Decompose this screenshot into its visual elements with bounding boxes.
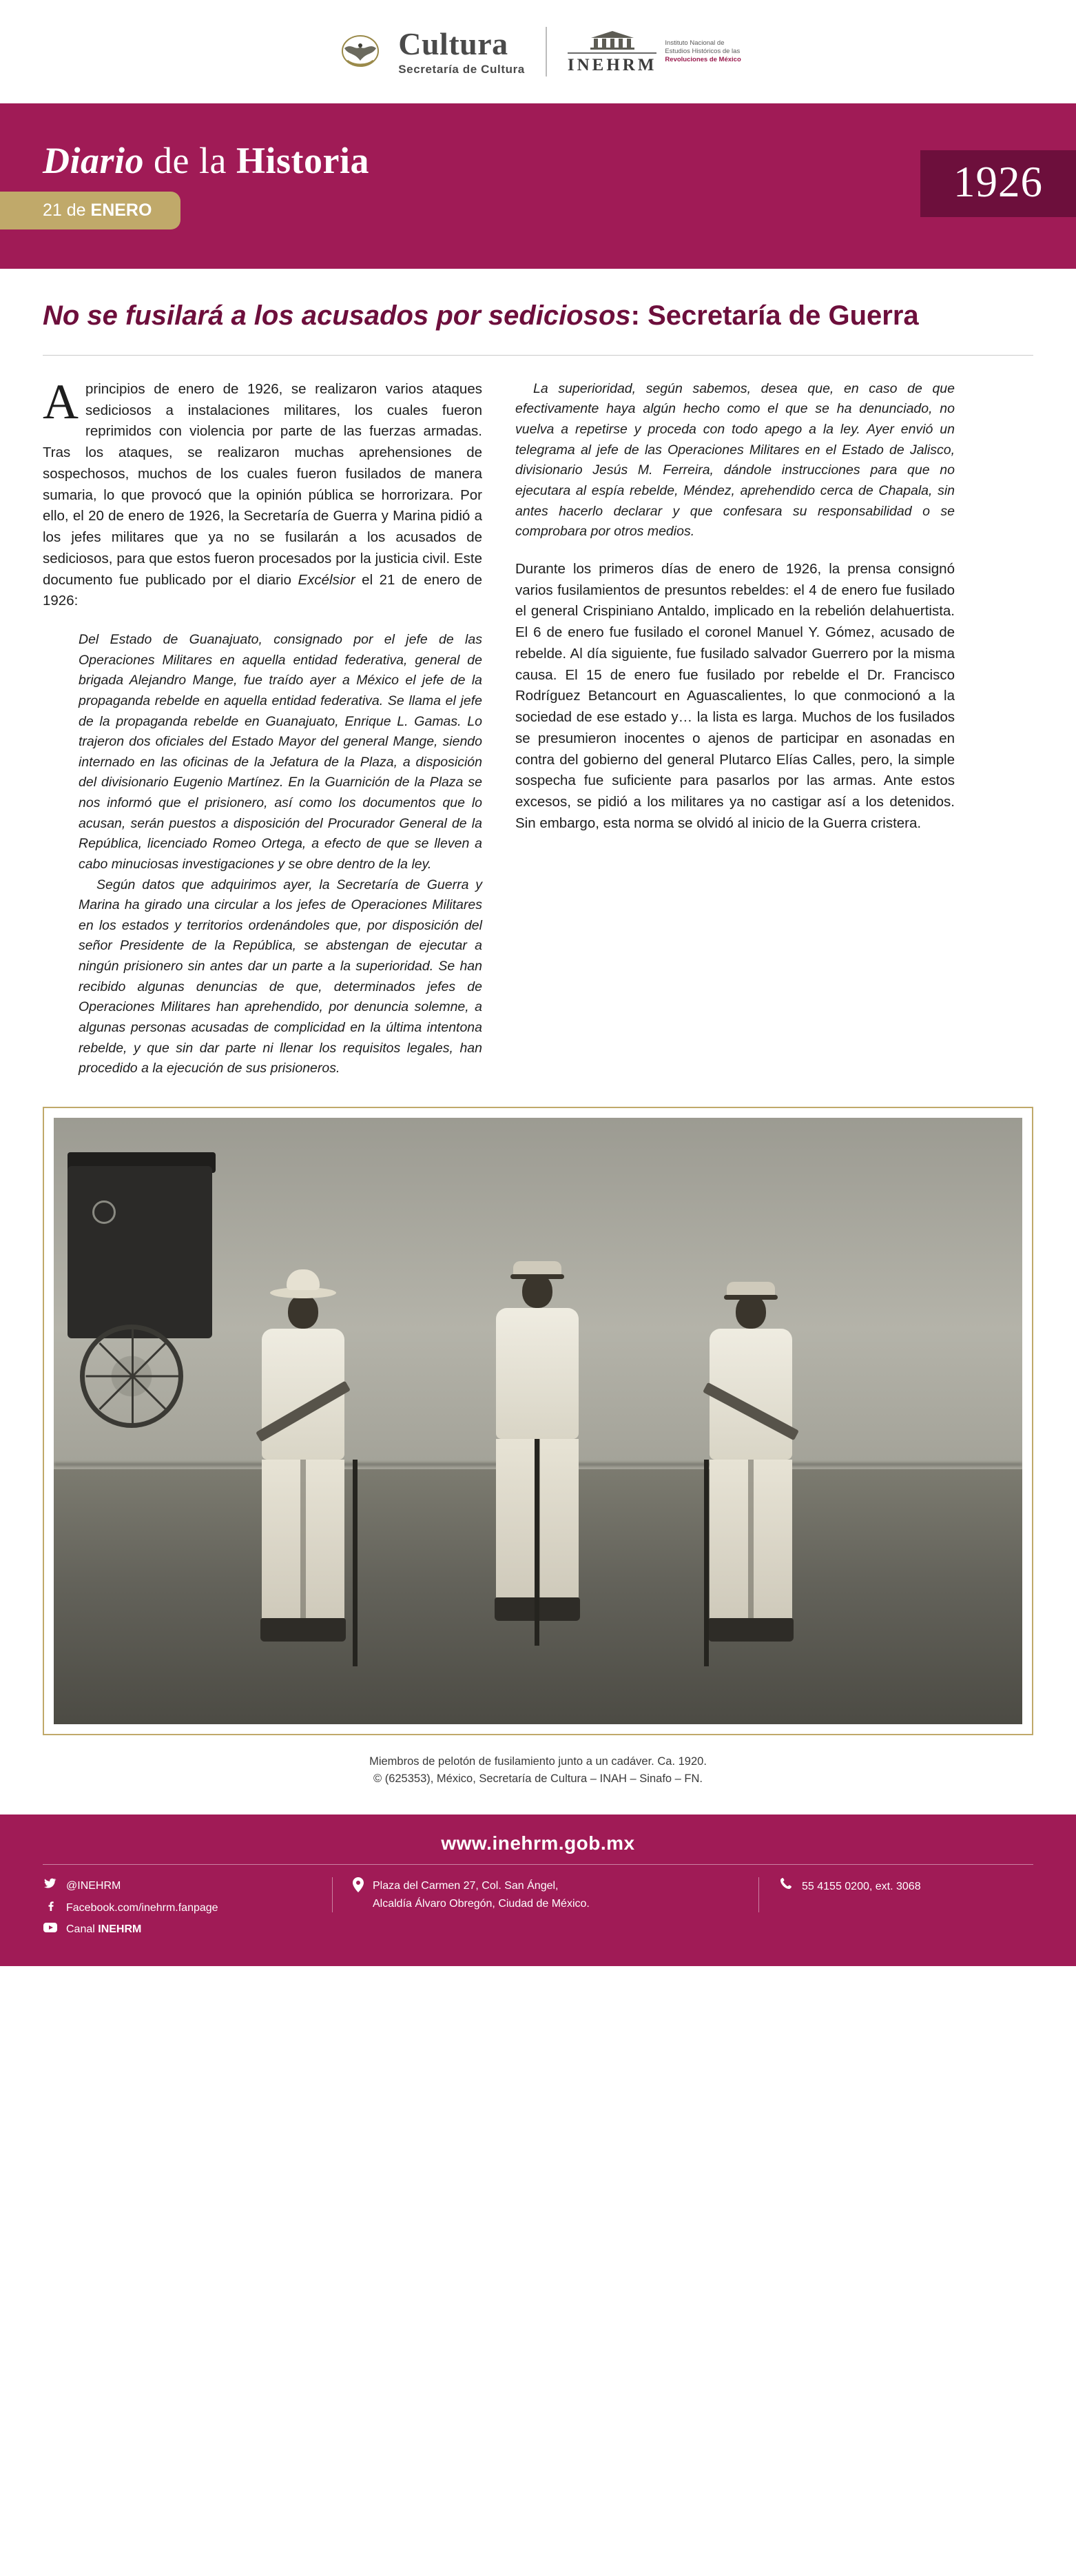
poster-footer	[0, 1815, 1076, 1966]
photo-frame	[43, 1107, 1033, 1735]
soldier-figure-right	[708, 1282, 794, 1642]
title-word-historia: Historia	[236, 140, 369, 181]
rifle-right	[704, 1460, 709, 1666]
youtube-link[interactable]	[43, 1921, 332, 1939]
newspaper-name: Excélsior	[298, 571, 355, 588]
logo-divider	[546, 27, 547, 76]
facebook-link[interactable]	[43, 1899, 332, 1917]
rifle-left	[353, 1460, 358, 1666]
figure-boots	[260, 1618, 346, 1642]
figure-torso	[496, 1308, 579, 1439]
sombrero-icon	[270, 1287, 336, 1298]
figure-boots	[708, 1618, 794, 1642]
address-line-2: Alcaldía Álvaro Obregón, Ciudad de México.	[373, 1897, 590, 1910]
page-title	[43, 139, 369, 182]
subtitle-area	[0, 269, 1076, 334]
location-pin-icon	[351, 1877, 366, 1912]
youtube-channel: Canal INEHRM	[66, 1923, 142, 1936]
paragraph-intro	[43, 374, 482, 612]
phone-number: 55 4155 0200, ext. 3068	[802, 1880, 921, 1892]
drop-cap: A	[43, 374, 79, 429]
title-word-diario: Diario	[43, 140, 145, 181]
inehrm-logo	[568, 30, 741, 74]
headline-italic-part: No se fusilará a los acusados por sediciosos	[43, 300, 631, 331]
paragraph-closing: Durante los primeros días de enero de 1926, la prensa consignó varios fusilamientos de presuntos rebeldes: el 4 de enero fue fusilado el general Crispiniano Antaldo, implicado en la rebelión delahuertista. El 6 de enero fue fusilado el coronel Manuel Y. Gómez, acusado de rebelde. Al día siguiente, fue fusilado salvador Guerrero por la misma causa. El 15 de enero fue fusilado por rebelde el Dr. Francisco Rodríguez Betancourt en Aguascalientes, lo que conmocionó a la sociedad de ese estado y… la lista es larga. Muchos de los fusilados se presumieron inocentes o ajenos de participar en asonadas en contra del gobierno del general Plutarco Elías Calles, pero, la simple sospecha fue suficiente para pasarlos por las armas. Ante estos excesos, se pidió a los militares ya no castigar así a los detenidos. Sin embargo, esta norma se olvidó al inicio de la Guerra cristera.	[515, 560, 955, 831]
cultura-wordmark: Cultura	[398, 26, 508, 61]
inehrm-wordmark: INEHRM	[568, 52, 657, 74]
soldier-figure-center	[495, 1261, 580, 1621]
column-left	[43, 374, 482, 1079]
quote-paragraph-1: Del Estado de Guanajuato, consignado por el jefe de las Operaciones Militares en aquella entidad federativa, general de brigada Alejandro Mange, fue traído ayer a México el jefe de la propaganda rebelde en aquella entidad federativa. Se llama el jefe de la propaganda rebelde en Guanajuato, Enrique L. Gamas. Lo trajeron dos oficiales del Estado Mayor del general Mange, siendo internado en las oficinas de la Jefatura de la Plaza, a disposición del divisionario Eugenio Martínez. En la Guarnición de la Plaza se nos informó que el prisionero, así como los documentos que lo acusan, serán puestos a disposición del Procurador General de la República, licenciado Romeo Ortega, a efecto de que se lleven a cabo minuciosas investigaciones y se obre dentro de la ley.	[79, 632, 482, 872]
building-icon	[588, 30, 637, 50]
wagon-window	[92, 1200, 116, 1224]
phone-block	[759, 1877, 1033, 1896]
caption-line-1: Miembros de pelotón de fusilamiento junto a un cadáver. Ca. 1920.	[369, 1755, 707, 1768]
date-day: 21 de	[43, 201, 91, 220]
historical-photo	[54, 1118, 1022, 1724]
military-cap-icon	[727, 1282, 775, 1297]
title-connector: de la	[144, 140, 236, 181]
cultura-logo	[335, 28, 525, 75]
poster-header	[0, 103, 1076, 269]
phone-icon	[778, 1877, 794, 1896]
twitter-handle: @INEHRM	[66, 1880, 121, 1892]
social-links	[43, 1877, 332, 1943]
eagle-emblem-icon	[335, 30, 386, 73]
youtube-icon	[43, 1921, 58, 1939]
facebook-page: Facebook.com/inehrm.fanpage	[66, 1901, 218, 1914]
wagon-body	[68, 1166, 212, 1338]
twitter-icon	[43, 1877, 58, 1895]
address-block	[332, 1877, 759, 1912]
headline-bold-part: : Secretaría de Guerra	[630, 300, 919, 331]
figure-head	[288, 1294, 318, 1329]
inehrm-description	[665, 39, 741, 64]
footer-divider	[43, 1864, 1033, 1865]
paragraph-intro-text: principios de enero de 1926, se realizaron varios ataques sediciosos a instalaciones militares, los cuales fueron reprimidos con violencia por parte de las fuerzas armadas. Tras los ataques, se realizaron muchas aprehensiones de sospechosos, muchos de los cuales fueron fusilados de manera sumaria, lo que provocó que la opinión pública se horrorizara. Por ello, el 20 de enero de 1926, la Secretaría de Guerra y Marina pidió a los jefes militares que ya no se fusilarán a los acusados de sediciosos, para que estos fueron procesados por la justicia civil. Este documento fue publicado por el diario	[43, 380, 482, 588]
facebook-icon	[43, 1899, 58, 1917]
rifle-center	[535, 1439, 539, 1646]
date-month: ENERO	[90, 201, 152, 220]
website-link[interactable]: www.inehrm.gob.mx	[441, 1832, 635, 1854]
caption-line-2: © (625353), México, Secretaría de Cultura – INAH – Sinafo – FN.	[373, 1772, 703, 1785]
inehrm-desc-line2: Estudios Históricos de las	[665, 48, 741, 56]
twitter-link[interactable]	[43, 1877, 332, 1895]
date-badge	[0, 192, 180, 229]
article-body	[0, 356, 1076, 1079]
wagon-wheel	[80, 1325, 183, 1428]
column-right	[515, 379, 955, 1079]
inehrm-desc-line1: Instituto Nacional de	[665, 39, 725, 48]
cultura-subtitle: Secretaría de Cultura	[398, 63, 525, 76]
quote-paragraph-3: La superioridad, según sabemos, desea que, en caso de que efectivamente haya algún hecho como el que se ha denunciado, no vuelva a repetirse y proceda con todo apego a la ley. Ayer envió un telegrama al jefe de las Operaciones Militares en el Estado de Jalisco, divisionario Jesús M. Ferreira, dándole instrucciones para que no ejecutara al espía rebelde, Méndez, aprehendido cerca de Chapala, sin antes hacerlo declarar y que confesara su responsabilidad o se comprobara por otros medios.	[515, 380, 955, 540]
figure-legs	[710, 1460, 792, 1618]
photo-caption	[0, 1753, 1076, 1788]
soldier-figure-left	[260, 1287, 346, 1642]
article-headline	[43, 298, 1033, 334]
brand-bar	[0, 0, 1076, 103]
address-line-1: Plaza del Carmen 27, Col. San Ángel,	[373, 1880, 559, 1892]
figure-legs	[262, 1460, 344, 1618]
year-badge: 1926	[920, 150, 1076, 217]
youtube-channel-name: INEHRM	[98, 1923, 142, 1936]
inehrm-desc-line3: Revoluciones de México	[665, 55, 741, 63]
quote-paragraph-2: Según datos que adquirimos ayer, la Secretaría de Guerra y Marina ha girado una circular a los jefes de Operaciones Militares en los estados y territorios ordenándoles que, por disposición del señor Presidente de la República, se abstengan de ejecutar a ningún prisionero sin antes dar un parte a la superioridad. Se han recibido algunas denuncias de que, determinados jefes de Operaciones Militares han aprehendido, por denuncia solemne, a algunas personas acusadas de complicidad en la última intentona rebelde, y que sin dar parte ni llenar los requisitos legales, han procedido a la ejecución de sus prisioneros.	[79, 877, 482, 1076]
paragraph-intro-end: el 21 de enero de 1926:	[43, 571, 482, 609]
military-cap-icon	[513, 1261, 561, 1276]
